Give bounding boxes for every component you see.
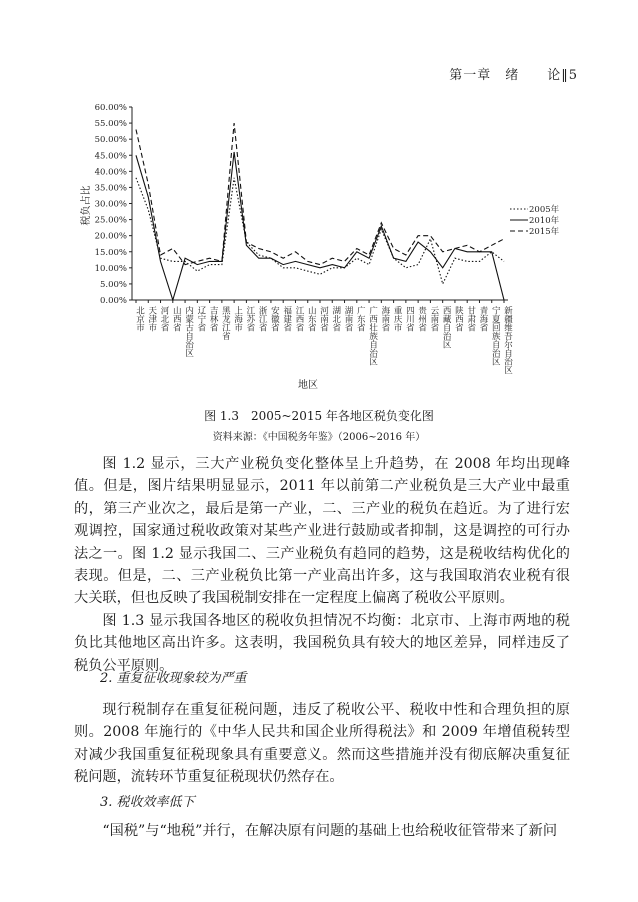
x-tick-label: 河北省 xyxy=(159,306,170,332)
y-tick-label: 0.00% xyxy=(99,296,127,306)
x-tick-label: 上海市 xyxy=(232,306,243,332)
y-tick-label: 25.00% xyxy=(94,215,127,226)
y-tick-label: 60.00% xyxy=(94,103,127,113)
x-tick-label: 甘肃省 xyxy=(465,306,476,332)
x-tick-label: 西藏自治区 xyxy=(441,306,452,349)
y-tick-label: 50.00% xyxy=(94,135,127,146)
x-tick-label: 贵州省 xyxy=(416,306,427,332)
paragraph-1-block xyxy=(74,453,570,677)
x-tick-label: 湖南省 xyxy=(343,306,354,332)
series-line-3 xyxy=(136,123,504,265)
x-tick-label: 安徽省 xyxy=(269,306,280,332)
x-tick-label: 陕西省 xyxy=(453,306,464,332)
x-tick-label: 湖北省 xyxy=(330,306,341,332)
paragraph-4-block xyxy=(74,820,570,842)
x-tick-label: 浙江省 xyxy=(257,306,268,332)
section-heading-3: 3. 税收效率低下 xyxy=(100,795,195,810)
x-tick-label: 海南省 xyxy=(379,306,390,332)
y-tick-label: 45.00% xyxy=(94,151,127,162)
legend-label-2: 2010年 xyxy=(529,216,560,226)
region-tax-chart xyxy=(80,96,560,401)
running-head: 第一章 绪 论‖5 xyxy=(449,68,578,83)
x-tick-label: 重庆市 xyxy=(392,306,403,332)
paragraph-2: 图 1.3 显示我国各地区的税收负担情况不均衡：北京市、上海市两地的税负比其他地区高出许多。这表明，我国税负具有较大的地区差异，同样违反了税负公平原则。 xyxy=(74,612,570,674)
y-tick-label: 15.00% xyxy=(94,247,127,258)
x-tick-label: 黑龙江省 xyxy=(220,306,231,340)
x-tick-label: 广西壮族自治区 xyxy=(367,306,378,366)
y-tick-label: 20.00% xyxy=(94,231,127,242)
x-axis-label: 地区 xyxy=(298,380,318,391)
y-tick-label: 30.00% xyxy=(94,199,127,210)
x-tick-label: 宁夏回族自治区 xyxy=(490,306,501,366)
legend-label-3: 2015年 xyxy=(529,227,560,237)
x-tick-label: 吉林省 xyxy=(208,306,219,332)
paragraph-4: “国税”与“地税”并行，在解决原有问题的基础上也给税收征管带来了新问 xyxy=(102,823,558,839)
x-tick-label: 江苏省 xyxy=(244,306,255,332)
y-tick-label: 35.00% xyxy=(94,183,127,194)
chart-svg xyxy=(80,96,560,401)
x-tick-label: 四川省 xyxy=(404,306,415,332)
y-tick-label: 10.00% xyxy=(94,263,127,274)
x-tick-label: 青海省 xyxy=(477,306,488,332)
x-tick-label: 辽宁省 xyxy=(195,306,206,332)
figure-caption: 图 1.3 2005~2015 年各地区税负变化图 xyxy=(204,409,434,423)
paragraph-3: 现行税制存在重复征税问题，违反了税收公平、税收中性和合理负担的原则。2008 年施行的《中华人民共和国企业所得税法》和 2009 年增值税转型对减少我国重复征税现象具有重要意义。然而这些措施并没有彻底解决重复征税问题，流转环节重复征税现状仍然存在。 xyxy=(74,702,570,786)
paragraph-3-block xyxy=(74,699,570,789)
x-tick-label: 北京市 xyxy=(134,306,145,332)
legend-label-1: 2005年 xyxy=(529,205,560,215)
x-tick-label: 福建省 xyxy=(281,306,292,332)
x-tick-label: 江西省 xyxy=(293,306,304,332)
y-tick-label: 5.00% xyxy=(99,279,127,290)
y-tick-label: 55.00% xyxy=(94,119,127,130)
y-tick-label: 40.00% xyxy=(94,167,127,178)
x-tick-label: 天津市 xyxy=(146,306,157,332)
series-line-2 xyxy=(136,152,504,300)
x-tick-label: 广东省 xyxy=(355,306,366,332)
figure-source: 资料来源：《中国税务年鉴》（2006~2016 年） xyxy=(212,432,426,443)
y-axis-label: 税负占比 xyxy=(81,185,92,226)
x-tick-label: 新疆维吾尔自治区 xyxy=(502,306,513,374)
section-heading-2: 2. 重复征收现象较为严重 xyxy=(100,671,247,686)
x-tick-label: 内蒙古自治区 xyxy=(183,306,194,357)
x-tick-label: 山东省 xyxy=(306,306,317,332)
x-tick-label: 云南省 xyxy=(428,306,439,332)
paragraph-1: 图 1.2 显示，三大产业税负变化整体呈上升趋势，在 2008 年均出现峰值。但是，图片结果明显显示，2011 年以前第二产业税负是三大产业中最重的，第三产业次之，最后是第一产业，二、三产业的税负在趋近。为了进行宏观调控，国家通过税收政策对某些产业进行鼓励或者抑制，这是调控的可行办法之一。图 1.2 显示我国二、三产业税负有趋同的趋势，这是税收结构优化的表现。但是，二、三产业税负比第一产业高出许多，这与我国取消农业税有很大关联，但也反映了我国税制安排在一定程度上偏离了税收公平原则。 xyxy=(74,456,570,607)
x-tick-label: 山西省 xyxy=(171,306,182,332)
x-tick-label: 河南省 xyxy=(318,306,329,332)
